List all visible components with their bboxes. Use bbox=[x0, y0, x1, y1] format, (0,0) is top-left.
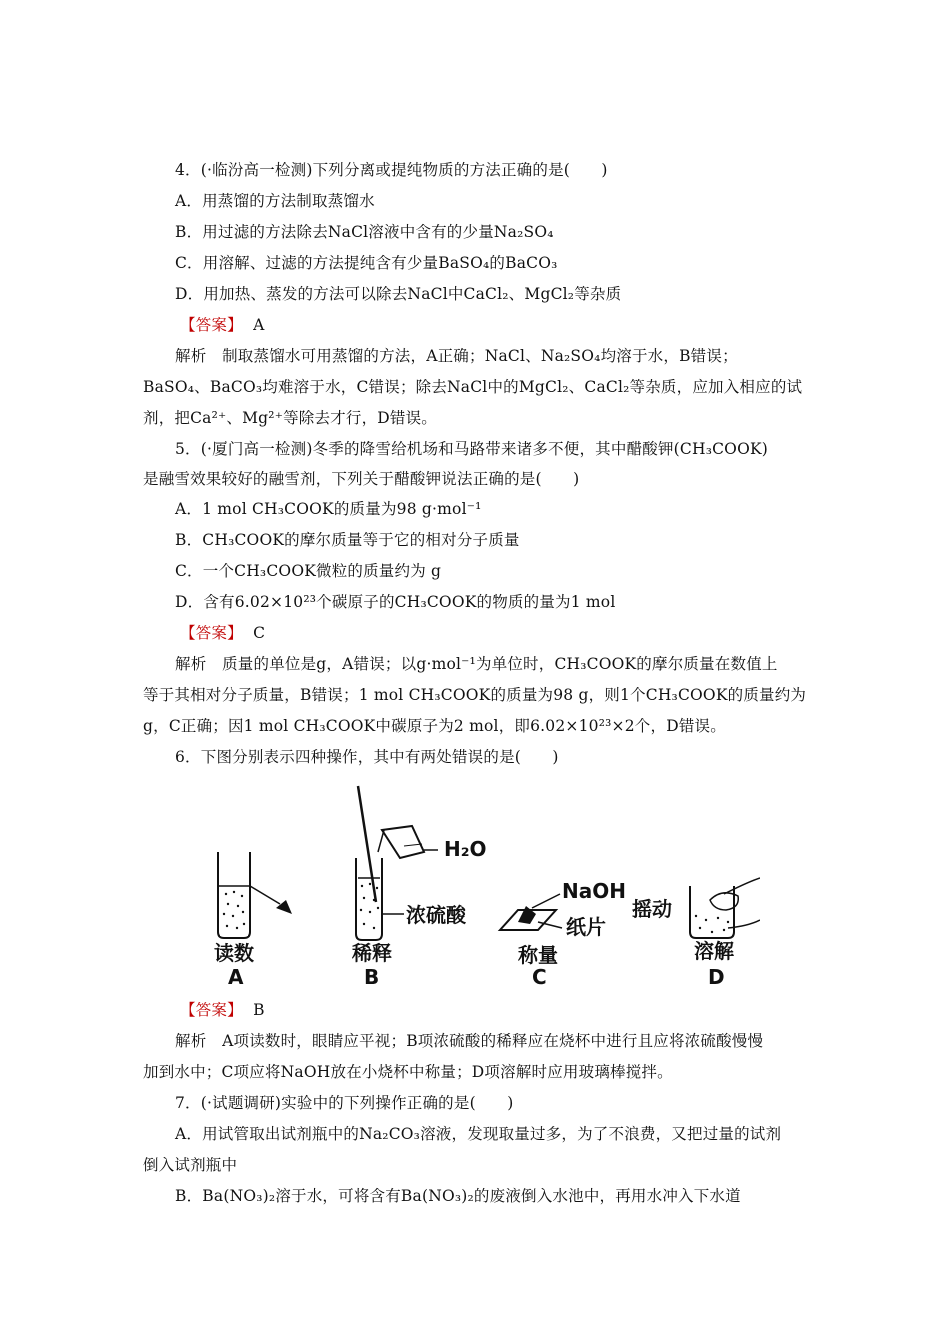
q5-explain-line: 解析 质量的单位是g，A错误；以g·mol⁻¹为单位时，CH₃COOK的摩尔质量在数值上 bbox=[175, 655, 778, 673]
caption-weighing: 称量 bbox=[518, 943, 558, 967]
q7-option-a: A．用试管取出试剂瓶中的Na₂CO₃溶液，发现取量过多，为了不浪费，又把过量的试剂 bbox=[175, 1125, 782, 1143]
cylinder-reading-illustration bbox=[218, 852, 292, 938]
question-7-stem: 7．(·试题调研)实验中的下列操作正确的是( ) bbox=[175, 1094, 514, 1112]
acid-label: 浓硫酸 bbox=[406, 903, 466, 927]
question-4-stem: 4．(·临汾高一检测)下列分离或提纯物质的方法正确的是( ) bbox=[175, 161, 608, 179]
answer-value: C bbox=[253, 624, 266, 642]
q4-explain-line: 剂，把Ca²⁺、Mg²⁺等除去才行，D错误。 bbox=[143, 409, 438, 427]
answer-value: A bbox=[253, 316, 265, 334]
q5-option-c: C．一个CH₃COOK微粒的质量约为 g bbox=[175, 562, 442, 580]
q4-option-d: D．用加热、蒸发的方法可以除去NaCl中CaCl₂、MgCl₂等杂质 bbox=[175, 285, 622, 303]
letter-d: D bbox=[708, 965, 725, 989]
q4-option-b: B．用过滤的方法除去NaCl溶液中含有的少量Na₂SO₄ bbox=[175, 223, 554, 241]
q4-explain-line: 解析 制取蒸馏水可用蒸馏的方法，A正确；NaCl、Na₂SO₄均溶于水，B错误； bbox=[175, 347, 738, 365]
q4-answer bbox=[180, 315, 264, 335]
lab-operations-figure bbox=[200, 782, 760, 992]
q6-answer bbox=[180, 1000, 265, 1020]
answer-value: B bbox=[253, 1001, 265, 1019]
h2o-label: H₂O bbox=[444, 837, 487, 861]
caption-reading: 读数 bbox=[214, 941, 254, 965]
q5-explain-line: g，C正确；因1 mol CH₃COOK中碳原子为2 mol，即6.02×10²³×2个，D错误。 bbox=[143, 717, 726, 735]
letter-c: C bbox=[532, 965, 547, 989]
q7-option-a-cont: 倒入试剂瓶中 bbox=[143, 1156, 238, 1174]
paper-label: 纸片 bbox=[566, 915, 606, 939]
q5-option-a: A．1 mol CH₃COOK的质量为98 g·mol⁻¹ bbox=[175, 500, 482, 518]
question-5-stem: 是融雪效果较好的融雪剂，下列关于醋酸钾说法正确的是( ) bbox=[143, 470, 580, 488]
weighing-illustration bbox=[500, 879, 626, 939]
dissolving-illustration bbox=[632, 878, 760, 938]
answer-tag: 【答案】 bbox=[180, 624, 243, 642]
naoh-label: NaOH bbox=[562, 879, 626, 903]
letter-b: B bbox=[364, 965, 380, 989]
letter-a: A bbox=[228, 965, 244, 989]
q5-explain-line: 等于其相对分子质量，B错误；1 mol CH₃COOK的质量为98 g，则1个CH₃COOK的质量约为 bbox=[143, 686, 807, 704]
q4-option-c: C．用溶解、过滤的方法提纯含有少量BaSO₄的BaCO₃ bbox=[175, 254, 558, 272]
shake-label: 摇动 bbox=[632, 897, 672, 921]
q5-option-b: B．CH₃COOK的摩尔质量等于它的相对分子质量 bbox=[175, 531, 520, 549]
q7-option-b: B．Ba(NO₃)₂溶于水，可将含有Ba(NO₃)₂的废液倒入水池中，再用水冲入下水道 bbox=[175, 1187, 741, 1205]
caption-dissolving: 溶解 bbox=[694, 939, 734, 963]
q5-option-d: D．含有6.02×10²³个碳原子的CH₃COOK的物质的量为1 mol bbox=[175, 593, 616, 611]
dilution-illustration bbox=[356, 786, 487, 940]
answer-tag: 【答案】 bbox=[180, 1001, 243, 1019]
q6-explain-line: 加到水中；C项应将NaOH放在小烧杯中称量；D项溶解时应用玻璃棒搅拌。 bbox=[143, 1063, 673, 1081]
q4-option-a: A．用蒸馏的方法制取蒸馏水 bbox=[175, 192, 375, 210]
q6-explain-line: 解析 A项读数时，眼睛应平视；B项浓硫酸的稀释应在烧杯中进行且应将浓硫酸慢慢 bbox=[175, 1032, 764, 1050]
q5-answer bbox=[180, 623, 265, 643]
answer-tag: 【答案】 bbox=[180, 316, 243, 334]
caption-dilution: 稀释 bbox=[352, 941, 392, 965]
question-5-stem: 5．(·厦门高一检测)冬季的降雪给机场和马路带来诸多不便，其中醋酸钾(CH₃COOK) bbox=[175, 440, 769, 458]
q4-explain-line: BaSO₄、BaCO₃均难溶于水，C错误；除去NaCl中的MgCl₂、CaCl₂等杂质，应加入相应的试 bbox=[143, 378, 803, 396]
question-6-stem: 6．下图分别表示四种操作，其中有两处错误的是( ) bbox=[175, 748, 559, 766]
